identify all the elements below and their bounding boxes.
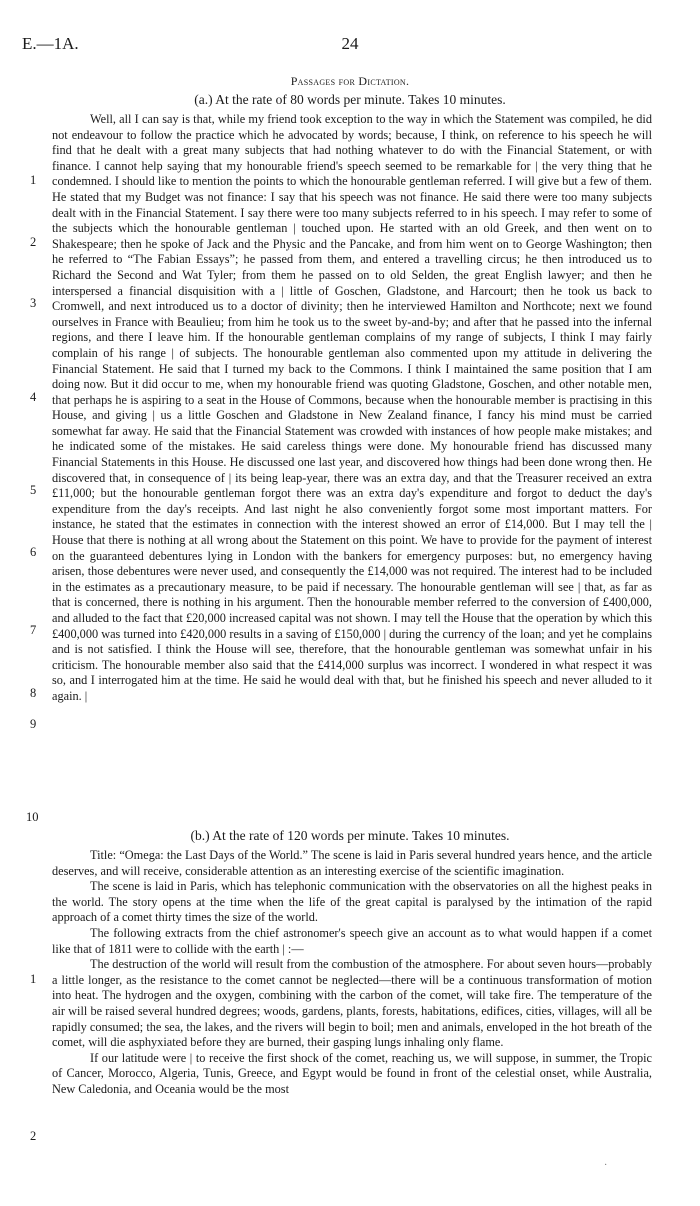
margin-number: 9	[30, 717, 37, 731]
passage-b-paragraph: If our latitude were | to receive the first shock of the comet, reaching us, we will suppose, in summer, the Tropic of Cancer, Morocco, Algeria, Tunis, Greece, and Egypt would be found in front of the celestial onset, while Australia, New Caledonia, and Oceania would be the most	[52, 1050, 652, 1096]
margin-number: 8	[30, 686, 37, 700]
margin-number: 1	[30, 972, 37, 986]
passage-b-paragraph: The destruction of the world will result from the combustion of the atmosphere. For about seven hours—probably a little longer, as the resistance to the comet cannot be neglected—there will be a continuous transformation of motion into heat. The hydrogen and the oxygen, combining with the carbon of the comet, will take fire. The temperature of the air will be raised several hundred degrees; woods, gardens, plants, forests, habitations, edifices, cities, villages, will all be rapidly consumed; the sea, the lakes, and the rivers will begin to boil; men and animals, enveloped in the hot breath of the comet, will die asphyxiated before they are burned, their gasping lungs inhaling only flame.	[52, 957, 652, 1050]
margin-number: 4	[30, 390, 37, 404]
passage-a-heading: (a.) At the rate of 80 words per minute. Takes 10 minutes.	[194, 92, 506, 107]
margin-number: 1	[30, 173, 37, 187]
margin-number: 7	[30, 623, 37, 637]
passage-a-paragraph: Well, all I can say is that, while my friend took exception to the way in which the Statement was compiled, he did not endeavour to follow the practice which he advocated by words; because, I think, on reference to his speech he will find that he dealt with a great many subjects that had nothing whatever to do with the Financial Statement, or with finance. I cannot help saying that my honourable friend's speech seemed to be remarkable for | the very thing that he condemned. I should like to mention the points to which the honourable gentleman referred. I will give but a few of them. He stated that my Budget was not finance: I say that his speech was not finance. He said there were too many subjects dealt with in the Financial Statement. I say there were too many subjects referred to in his speech. I may refer to some of the subjects which the honourable gentleman | touched upon. He started with an old Greek, and then went on to Shakespeare; then he spoke of Jack and the Physic and the Pancake, and from him went on to George Washington; then he referred to “The Fabian Essays”; he passed from them, and entered a travelling circus; he then introduced us to Richard the Second and Wat Tyler; from them he passed on to old Selden, the great English lawyer; and then he interspersed a financial disquisition with a | little of Goschen, Gladstone, and Harcourt; then he took us back to Cromwell, and next introduced us to a doctor of divinity; then he interviewed Hamilton and Northcote; next we found ourselves in France with Beaulieu; from him he took us to the sweet by-and-by; and after that he passed into the infernal regions, and there I leave him. If the honourable gentleman complains of my range of subjects, I think I may fairly complain of his range | of subjects. The honourable gentleman also commented upon my attitude in delivering the Financial Statement. He said that I turned my back to the Commons. I think I maintained the same position that I am doing now. But it did occur to me, when my honourable friend was quoting Gladstone, Goschen, and other notable men, that perhaps he is aspiring to a seat in the House of Commons, because when the honourable member is practising in this House, and giving | us a little Goschen and Gladstone in New Zealand finance, I fancy his mind must be carried somewhat far away. He said that the Financial Statement was crowded with instances of how people make mistakes; and he indicated some of the mistakes. He said careless things were done. My honourable friend has discussed many Financial Statements in this House. He discussed one last year, and discovered how things had been done wrong then. He discovered that, in consequence of | its being leap-year, there was an extra day, and that the Treasurer received an extra £11,000; but the honourable gentleman forgot there was an extra day's expenditure and forgot to deduct the day's expenditure from the day's receipts. And last night he also conveniently forgot some most important matters. For instance, he stated that the estimates in connection with the interest showed an error of £14,000. But I may tell the | House that there is nothing at all wrong about the Statement on this point. We have to provide for the payment of interest on the guaranteed debentures lying in London with the bankers for emergency purposes: but, no emergency having arisen, those debentures were never used, and consequently the £14,000 was not required. The interest had to be included in the estimates as a precautionary measure, to be paid if necessary. The honourable gentleman will see | that, as far as that is concerned, there is nothing in his argument. Then the honourable member referred to the conversion of £400,000, and alluded to the fact that £20,000 increased capital was not shown. I may tell the House that the operation by which this £400,000 was turned into £420,000 results in a saving of £150,000 | during the currency of the loan; and yet he complains and is not satisfied. I think the House will see, therefore, that the honourable gentleman was somewhat unfair in his criticism. The honourable member also said that the £414,000 surplus was incorrect. I wondered in what respect it was so, and I interrogated him at the time. He said he would deal with that, but he finished his speech and never alluded to it again. |	[52, 112, 652, 703]
passage-b-body	[52, 848, 652, 1098]
section-title: Passages for Dictation.	[290, 74, 410, 88]
page-number: 24	[341, 34, 359, 53]
margin-number: 5	[30, 483, 37, 497]
margin-number: 10	[26, 810, 39, 824]
passage-b-paragraph: The scene is laid in Paris, which has telephonic communication with the observatories on all the highest peaks in the world. The story opens at the time when the life of the great capital is paralysed by the intimation of the rapid approach of a comet thirty times the size of the world.	[52, 879, 652, 925]
document-code: E.—1A.	[22, 34, 79, 53]
margin-number: 2	[30, 235, 37, 249]
margin-number: 2	[30, 1129, 37, 1143]
passage-a-body	[52, 112, 652, 705]
passage-b-paragraph: Title: “Omega: the Last Days of the World.” The scene is laid in Paris several hundred years hence, and the article deserves, and will receive, considerable attention as an interesting exercise of the scientific imagination.	[52, 848, 652, 878]
scan-speck: ·	[604, 1160, 608, 1171]
margin-number: 6	[30, 545, 37, 559]
passage-b-heading: (b.) At the rate of 120 words per minute. Takes 10 minutes.	[190, 828, 510, 843]
passage-b-paragraph: The following extracts from the chief astronomer's speech give an account as to what would happen if a comet like that of 1811 were to collide with the earth | :—	[52, 925, 652, 956]
margin-number: 3	[30, 296, 37, 310]
